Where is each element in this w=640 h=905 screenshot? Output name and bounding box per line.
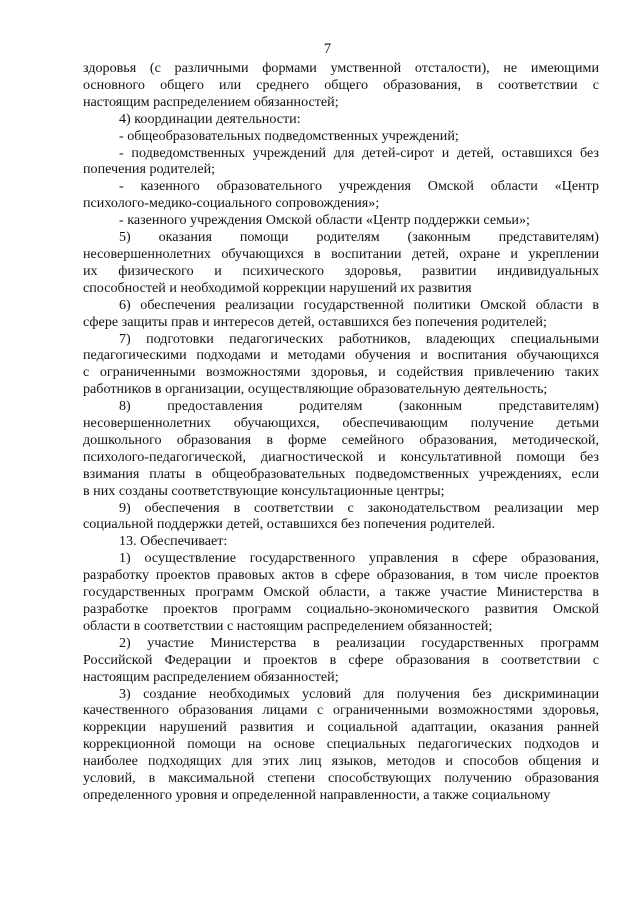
text-line: коррекции нарушений развития и социальной адаптации, оказания ранней [83,719,599,736]
text-line: с ограниченными возможностями здоровья, и содействия привлечению таких [83,364,599,381]
text-line: 9) обеспечения в соответствии с законодательством реализации мер [119,499,599,516]
text-line: их физического и психического здоровья, развитии индивидуальных [83,262,599,279]
paragraph [83,178,599,212]
text-line: разработке проектов программ социально-экономического развития Омской [83,601,599,617]
text-line: области в соответствии с настоящим распределением обязанностей; [83,617,493,634]
text-line: социальной поддержки детей, оставшихся без попечения родителей. [83,516,496,533]
paragraph [83,533,599,550]
text-line: настоящим распределением обязанностей; [83,668,339,685]
text-line: 7) подготовки педагогических работников, владеющих специальными [119,330,599,347]
document-body [83,60,599,804]
paragraph [83,686,599,804]
text-line: определенного уровня и определенной направленности, а также социальному [83,786,551,803]
paragraph [83,331,599,399]
paragraph [83,500,599,534]
text-line: 5) оказания помощи родителям (законным представителям) [119,229,599,246]
text-line: несовершеннолетних обучающихся, обеспечивающим получение детьми [83,415,599,432]
text-line: психолого-педагогической, диагностической и консультативной помощи без [83,448,599,465]
text-line: - подведомственных учреждений для детей-сирот и детей, оставшихся без [119,144,599,161]
paragraph [83,212,599,229]
text-line: наиболее подходящих для этих лиц языков, методов и способов общения и [83,753,599,770]
text-line: сфере защиты прав и интересов детей, оставшихся без попечения родителей; [83,313,547,330]
text-line: 8) предоставления родителям (законным представителям) [119,398,599,415]
text-line: работников в организации, осуществляющие образовательную деятельность; [83,381,548,398]
text-line: педагогическими подходами и методами обучения и воспитания обучающихся [83,347,599,364]
text-line: 4) координации деятельности: [119,110,301,127]
page-number: 7 [323,41,332,57]
text-line: дошкольного образования в форме семейного образования, методической, [83,431,599,448]
text-line: 1) осуществление государственного управления в сфере образования, [119,550,599,567]
text-line: - казенного учреждения Омской области «Центр поддержки семьи»; [119,212,530,229]
text-line: психолого-медико-социального сопровождения»; [83,195,380,212]
paragraph [83,145,599,179]
paragraph [83,635,599,686]
text-line: 3) создание необходимых условий для получения без дискриминации [119,685,599,702]
paragraph [83,398,599,499]
text-line: 2) участие Министерства в реализации государственных программ [119,634,599,651]
text-line: здоровья (с различными формами умственной отсталости), не имеющими [83,60,599,76]
text-line: попечения родителей; [83,161,216,178]
text-line: в них созданы соответствующие консультационные центры; [83,482,445,499]
text-line: 6) обеспечения реализации государственной политики Омской области в [119,296,599,313]
paragraph [83,128,599,145]
paragraph [83,60,599,111]
text-line: - казенного образовательного учреждения Омской области «Центр [119,178,599,195]
text-line: Российской Федерации и проектов в сфере образования в соответствии с [83,651,599,668]
paragraph [83,297,599,331]
text-line: разработку проектов правовых актов в сфере образования, в том числе проектов [83,567,599,584]
text-line: качественного образования лицами с ограниченными возможностями здоровья, [83,702,599,719]
paragraph [83,111,599,128]
text-line: государственных программ Омской области, а также участие Министерства в [83,584,599,601]
text-line: 13. Обеспечивает: [119,533,228,550]
text-line: взимания платы в общеобразовательных подведомственных учреждениях, если [83,465,599,482]
paragraph [83,550,599,635]
text-line: несовершеннолетних обучающихся в воспитании детей, охране и укреплении [83,245,599,262]
text-line: способностей и необходимой коррекции нарушений их развития [83,279,472,296]
paragraph [83,229,599,297]
text-line: основного общего или среднего общего образования, в соответствии с [83,76,599,93]
text-line: настоящим распределением обязанностей; [83,93,339,110]
text-line: условий, в максимальной степени способствующих получению образования [83,770,599,787]
text-line: - общеобразовательных подведомственных учреждений; [119,127,459,144]
text-line: коррекционной помощи на основе специальных педагогических подходов и [83,736,599,753]
